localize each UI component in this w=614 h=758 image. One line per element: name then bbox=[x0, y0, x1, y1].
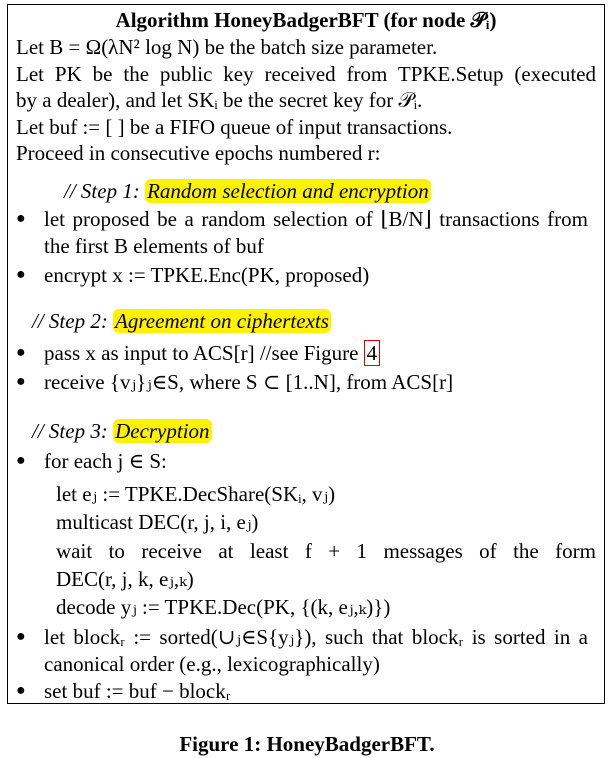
bullet-icon: ● bbox=[16, 344, 26, 361]
step1-highlight: Random selection and encryption bbox=[147, 179, 429, 203]
intro-line: Let buf := [ ] be a FIFO queue of input transactions. bbox=[16, 115, 453, 139]
bullet-icon: ● bbox=[16, 373, 26, 390]
step1-heading: // Step 1: Random selection and encryption bbox=[64, 179, 429, 203]
inner-step: let eⱼ := TPKE.DecShare(SKᵢ, vⱼ) bbox=[56, 482, 336, 506]
algorithm-box: Algorithm HoneyBadgerBFT (for node 𝒫ᵢ) Let B = Ω(λN² log N) be the batch size parameter. Let PK be the public key received from TPKE.Setup (executed by a dealer), and let SKᵢ be the secret key for 𝒫ᵢ. Let buf := [ ] be a FIFO queue of input transactions. Proceed in consecutive epochs numbered r: // Step 1: Random selection and encryption ● let proposed be a random selection of ⌊B/N⌋ transactions from the first B elements of buf ● encrypt x := TPKE.Enc(PK, proposed) // Step 2: Agreement on ciphertexts ● pass x as input to ACS[r] //see Figure 4 ● receive {vⱼ}ⱼ∈S, where S ⊂ [1..N], from ACS[r] // Step 3: Decryption ● for each j ∈ S: let eⱼ := TPKE.DecShare(SKᵢ, vⱼ) multicast DEC(r, j, i, eⱼ) wait to receive at least f + 1 messages of the form DEC(r, j, k, eⱼ,ₖ) decode yⱼ := TPKE.Dec(PK, {(k, eⱼ,ₖ)}) ● let blockᵣ := sorted(∪ⱼ∈S{yⱼ}), such that blockᵣ is sorted in a canonical order (e.g., lexicographically) ● set buf := buf − blockᵣ bbox=[7, 4, 605, 704]
list-item-continuation: the first B elements of buf bbox=[44, 234, 264, 258]
intro-line: Let PK be the public key received from TPKE.Setup (executed bbox=[16, 62, 596, 86]
inner-step: multicast DEC(r, j, i, eⱼ) bbox=[56, 510, 259, 534]
intro-line: Let B = Ω(λN² log N) be the batch size parameter. bbox=[16, 35, 438, 59]
bullet-icon: ● bbox=[16, 628, 26, 645]
intro-line: Proceed in consecutive epochs numbered r: bbox=[16, 141, 381, 165]
bullet-icon: ● bbox=[16, 682, 26, 699]
step2-highlight: Agreement on ciphertexts bbox=[115, 309, 329, 333]
inner-step: DEC(r, j, k, eⱼ,ₖ) bbox=[56, 567, 194, 591]
inner-step: decode yⱼ := TPKE.Dec(PK, {(k, eⱼ,ₖ)}) bbox=[56, 595, 391, 619]
figure-caption: Figure 1: HoneyBadgerBFT. bbox=[179, 732, 435, 756]
bullet-icon: ● bbox=[16, 266, 26, 283]
inner-step: wait to receive at least f + 1 messages of the form bbox=[56, 539, 596, 563]
step3-heading: // Step 3: Decryption bbox=[32, 419, 210, 443]
bullet-icon: ● bbox=[16, 210, 26, 227]
step2-heading: // Step 2: Agreement on ciphertexts bbox=[32, 309, 329, 333]
intro-line: by a dealer), and let SKᵢ be the secret key for 𝒫ᵢ. bbox=[16, 88, 423, 112]
figure-reference-link[interactable]: 4 bbox=[364, 340, 381, 366]
bullet-icon: ● bbox=[16, 452, 26, 469]
algorithm-title: Algorithm HoneyBadgerBFT (for node 𝒫ᵢ) bbox=[115, 8, 497, 32]
step3-highlight: Decryption bbox=[115, 419, 210, 443]
list-item-continuation: canonical order (e.g., lexicographically) bbox=[44, 652, 380, 676]
